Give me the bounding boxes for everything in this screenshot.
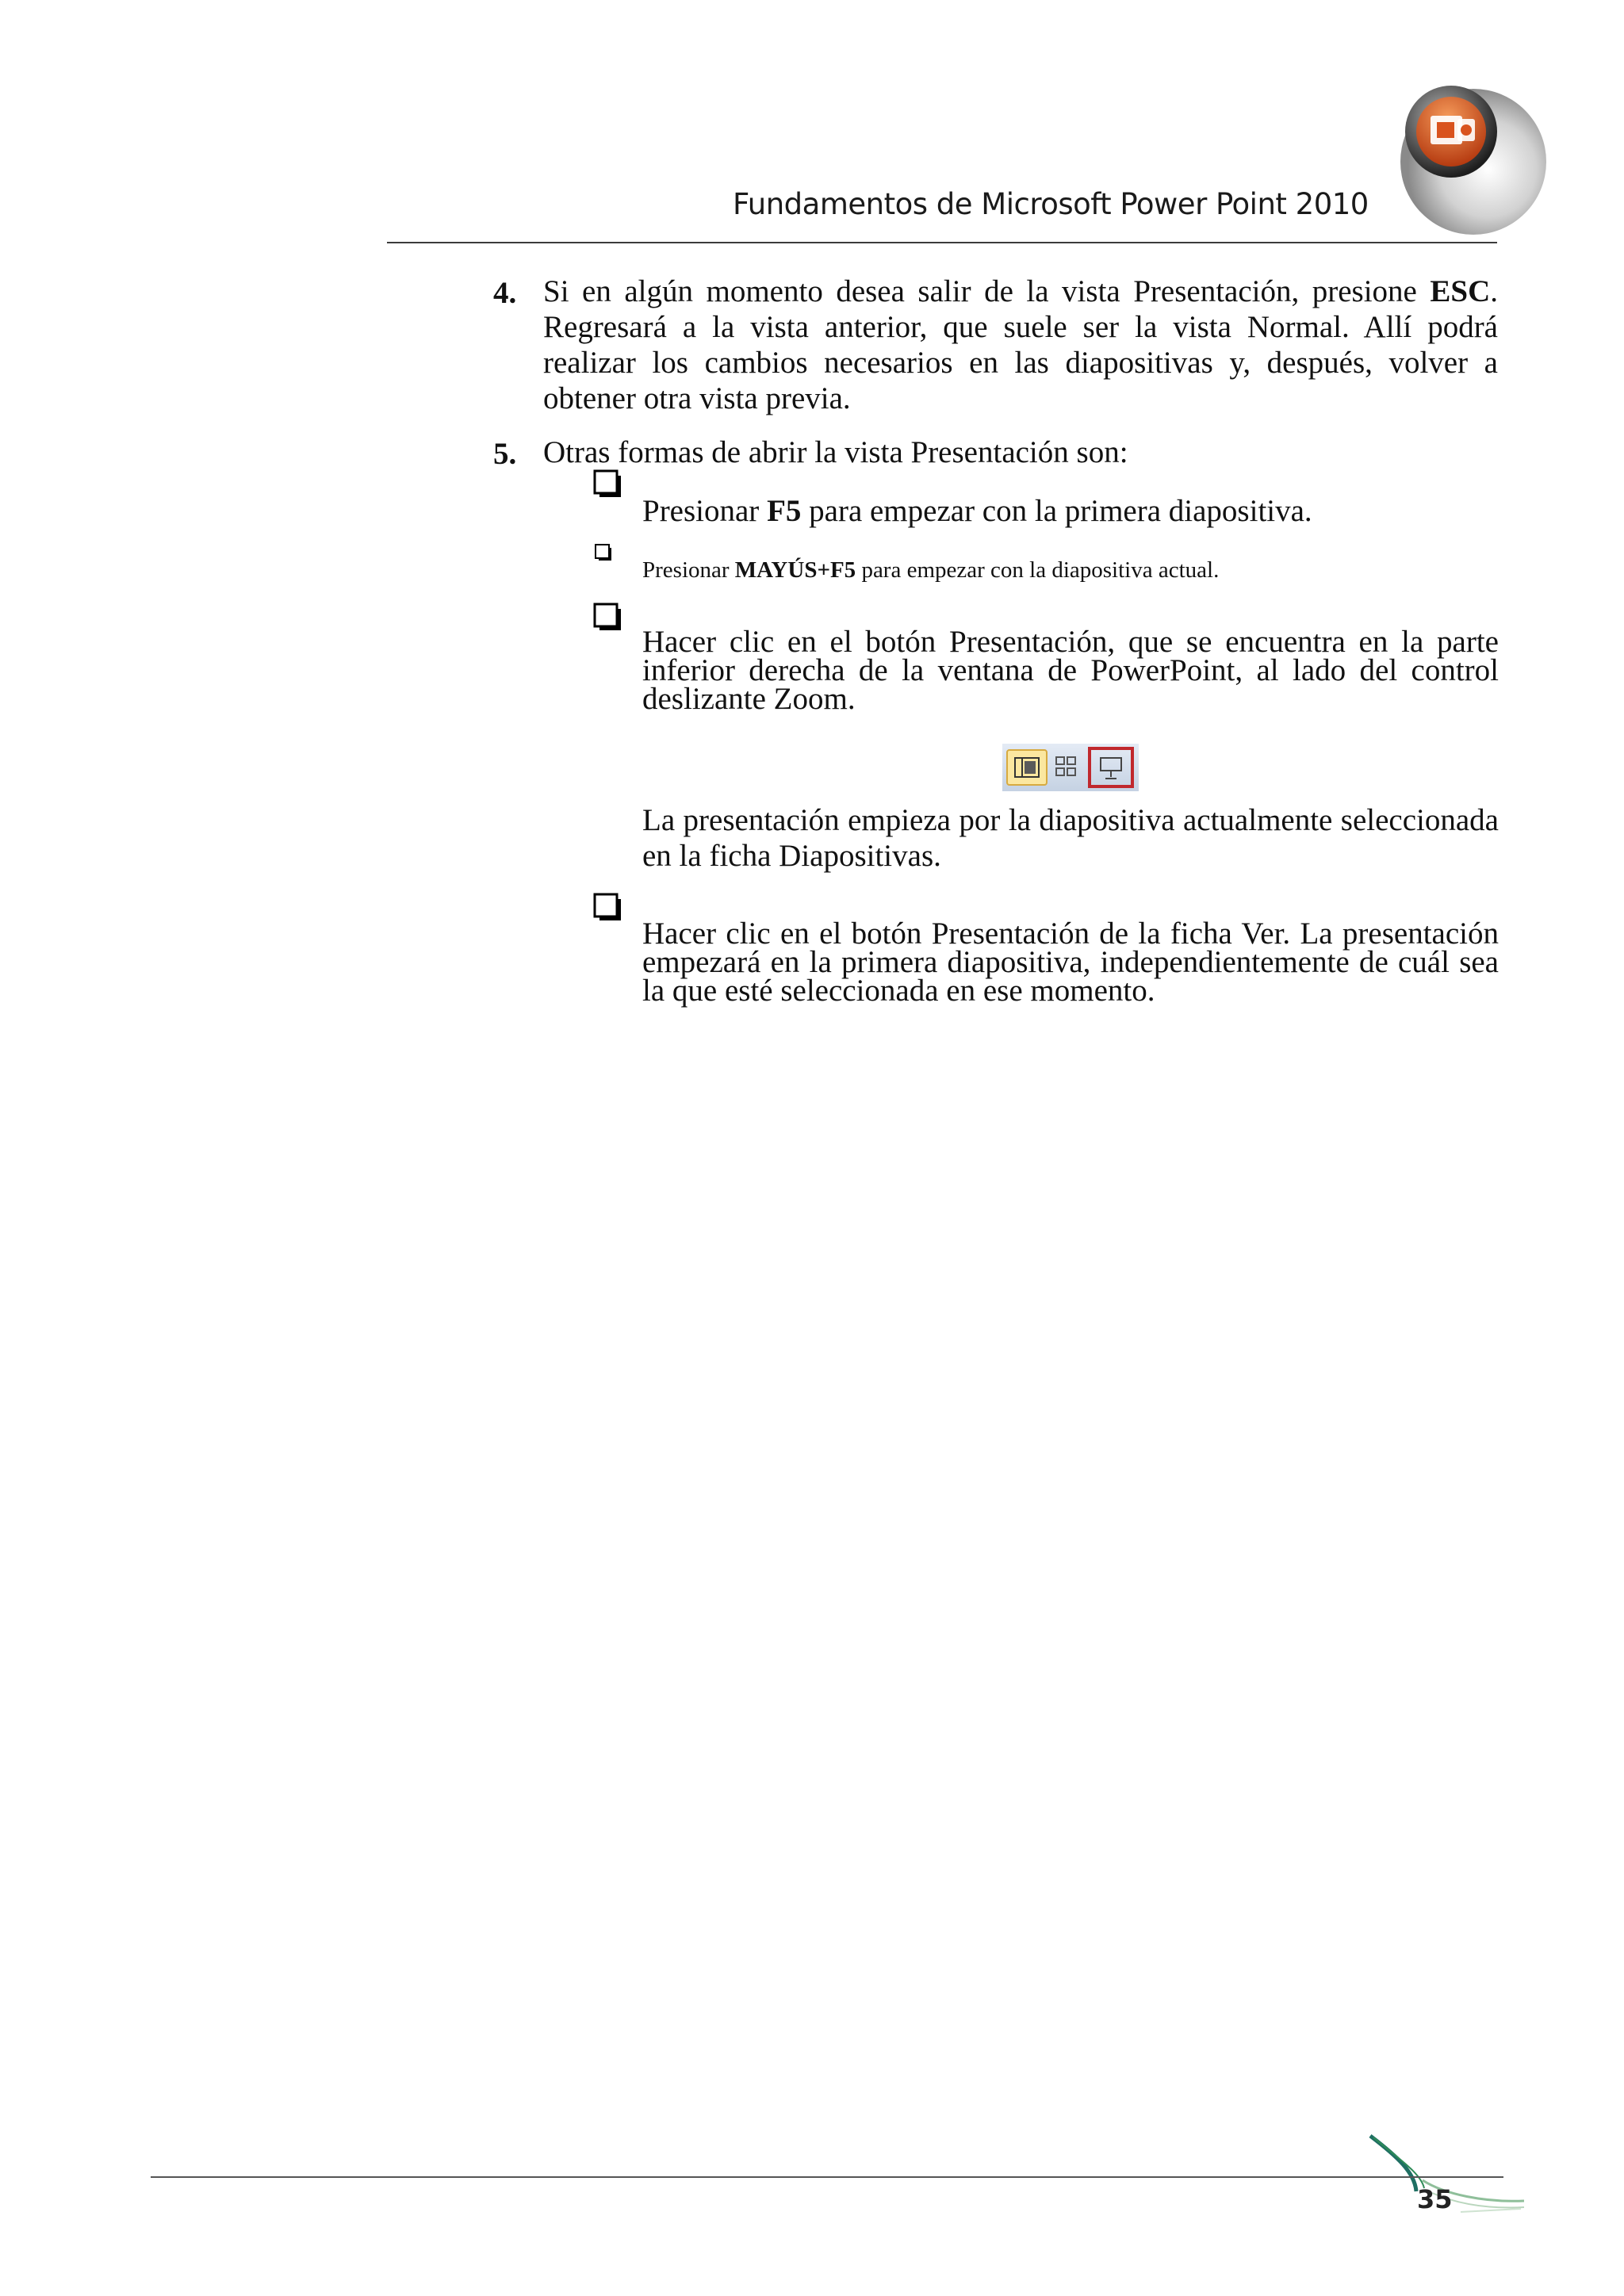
item-5-text: Otras formas de abrir la vista Presentación son:: [543, 435, 1128, 469]
view-buttons-image: [1002, 744, 1139, 791]
header-rule: [387, 242, 1497, 243]
checkbox-bullet-icon: [593, 469, 622, 498]
mayus-f5-key-label: MAYÚS+F5: [734, 557, 856, 583]
checkbox-bullet-icon: [593, 603, 622, 631]
bullet-3-text: Hacer clic en el botón Presentación, que se encuentra en la parte inferior derecha de la ventana de PowerPoint, al lado del control deslizante Zoom.: [642, 625, 1499, 716]
checkbox-bullet-icon: [595, 544, 612, 561]
normal-view-icon: [1007, 750, 1047, 785]
f5-key-label: F5: [767, 494, 802, 528]
bullet-4-text: Hacer clic en el botón Presentación de la ficha Ver. La presentación empezará en la primera diapositiva, independientemente de cuál sea la que esté seleccionada en ese momento.: [642, 916, 1499, 1008]
powerpoint-logo-icon: [1380, 76, 1546, 243]
bullet-3-followup-text: La presentación empieza por la diapositiva actualmente seleccionada en la ficha Diapositivas.: [642, 803, 1499, 873]
item-4-text: Si en algún momento desea salir de la vista Presentación, presione ESC. Regresará a la vista anterior, que suele ser la vista Normal. Allí podrá realizar los cambios necesarios en las diapositivas y, después, volver a obtener otra vista previa.: [543, 274, 1498, 415]
page-number: 35: [1417, 2184, 1453, 2214]
bullet-2-text: Presionar MAYÚS+F5 para empezar con la diapositiva actual.: [642, 557, 1220, 583]
footer-rule: [151, 2176, 1503, 2178]
item-number-5: 5.: [493, 437, 517, 471]
checkbox-bullet-icon: [593, 893, 622, 921]
esc-key-label: ESC: [1430, 274, 1491, 308]
item-number-4: 4.: [493, 276, 517, 310]
bullet-1-text: Presionar F5 para empezar con la primera diapositiva.: [642, 494, 1312, 528]
header-title: Fundamentos de Microsoft Power Point 2010: [733, 187, 1369, 221]
